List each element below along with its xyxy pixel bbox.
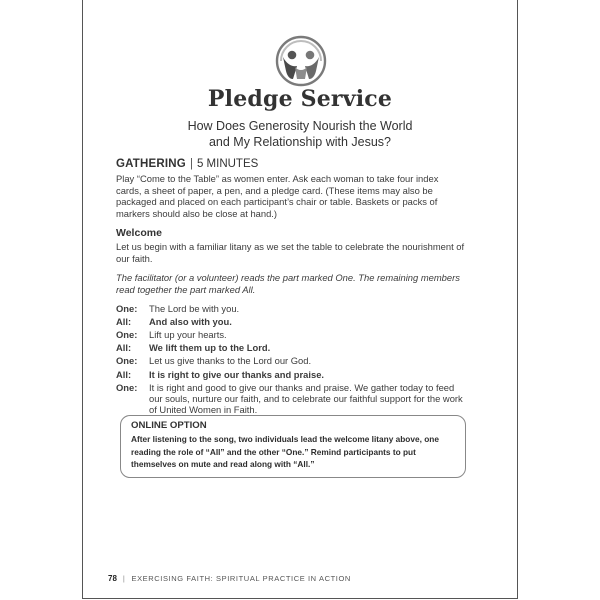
subtitle-line-2: and My Relationship with Jesus? [208,135,392,149]
page-title: Pledge Service [207,86,393,112]
gathering-heading [116,159,466,170]
online-option-text: After listening to the song, two individuals lead the welcome litany above, one reading the role of “All” and the other “One.” Remind participants to put themselves on mute and read along with “All.” [131,434,439,470]
footer-book-title: EXERCISING FAITH: SPIRITUAL PRACTICE IN ACTION [131,574,351,583]
gathering-intro: Play “Come to the Table” as women enter. Ask each woman to take four index cards, a sheet of paper, a pen, and a pledge card. (These items may also be packaged and placed on each participant’s chair or table. Baskets or packs of markers should also be close at hand.) [116,173,439,219]
litany-speaker: All: [116,368,132,380]
gathering-separator: | [189,158,193,170]
litany-line [116,303,466,314]
welcome-text: Let us begin with a familiar litany as we set the table to celebrate the nourishment of our faith. [116,241,465,264]
litany-line [116,355,466,366]
litany-text: Lift up your hearts. [149,329,227,341]
litany-speaker: One: [116,303,138,315]
litany-speaker: All: [116,342,132,354]
litany-speaker: All: [116,316,132,328]
gathering-label: GATHERING [116,158,186,170]
main-content [116,159,466,418]
litany-line [116,382,466,416]
page-footer [108,574,351,583]
litany-speaker: One: [116,329,138,341]
litany-line [116,369,466,380]
litany [116,303,466,416]
subtitle-line-1: How Does Generosity Nourish the World [187,119,413,133]
online-option-box [120,415,466,478]
litany-text: Let us give thanks to the Lord our God. [149,355,312,367]
welcome-instruction: The facilitator (or a volunteer) reads the part marked One. The remaining members read together the part marked All. [116,272,460,295]
litany-text: It is right and good to give our thanks and praise. We gather today to feed our souls, nurture our faith, and to celebrate our faithful support for the work of United Women in Faith. [149,381,463,416]
page-subtitle [0,118,600,150]
litany-text: The Lord be with you. [149,303,240,315]
litany-speaker: One: [116,381,138,393]
litany-line [116,316,466,327]
page-number: 78 [108,574,117,583]
gathering-duration: 5 MINUTES [196,158,259,170]
litany-text: It is right to give our thanks and praise. [149,368,325,380]
litany-text: We lift them up to the Lord. [149,342,271,354]
litany-line [116,342,466,353]
footer-separator: | [122,574,126,583]
litany-speaker: One: [116,355,138,367]
litany-text: And also with you. [149,316,232,328]
online-option-heading: ONLINE OPTION [131,420,207,431]
litany-line [116,329,466,340]
welcome-heading: Welcome [116,227,162,240]
people-circle-logo-icon [275,35,327,87]
